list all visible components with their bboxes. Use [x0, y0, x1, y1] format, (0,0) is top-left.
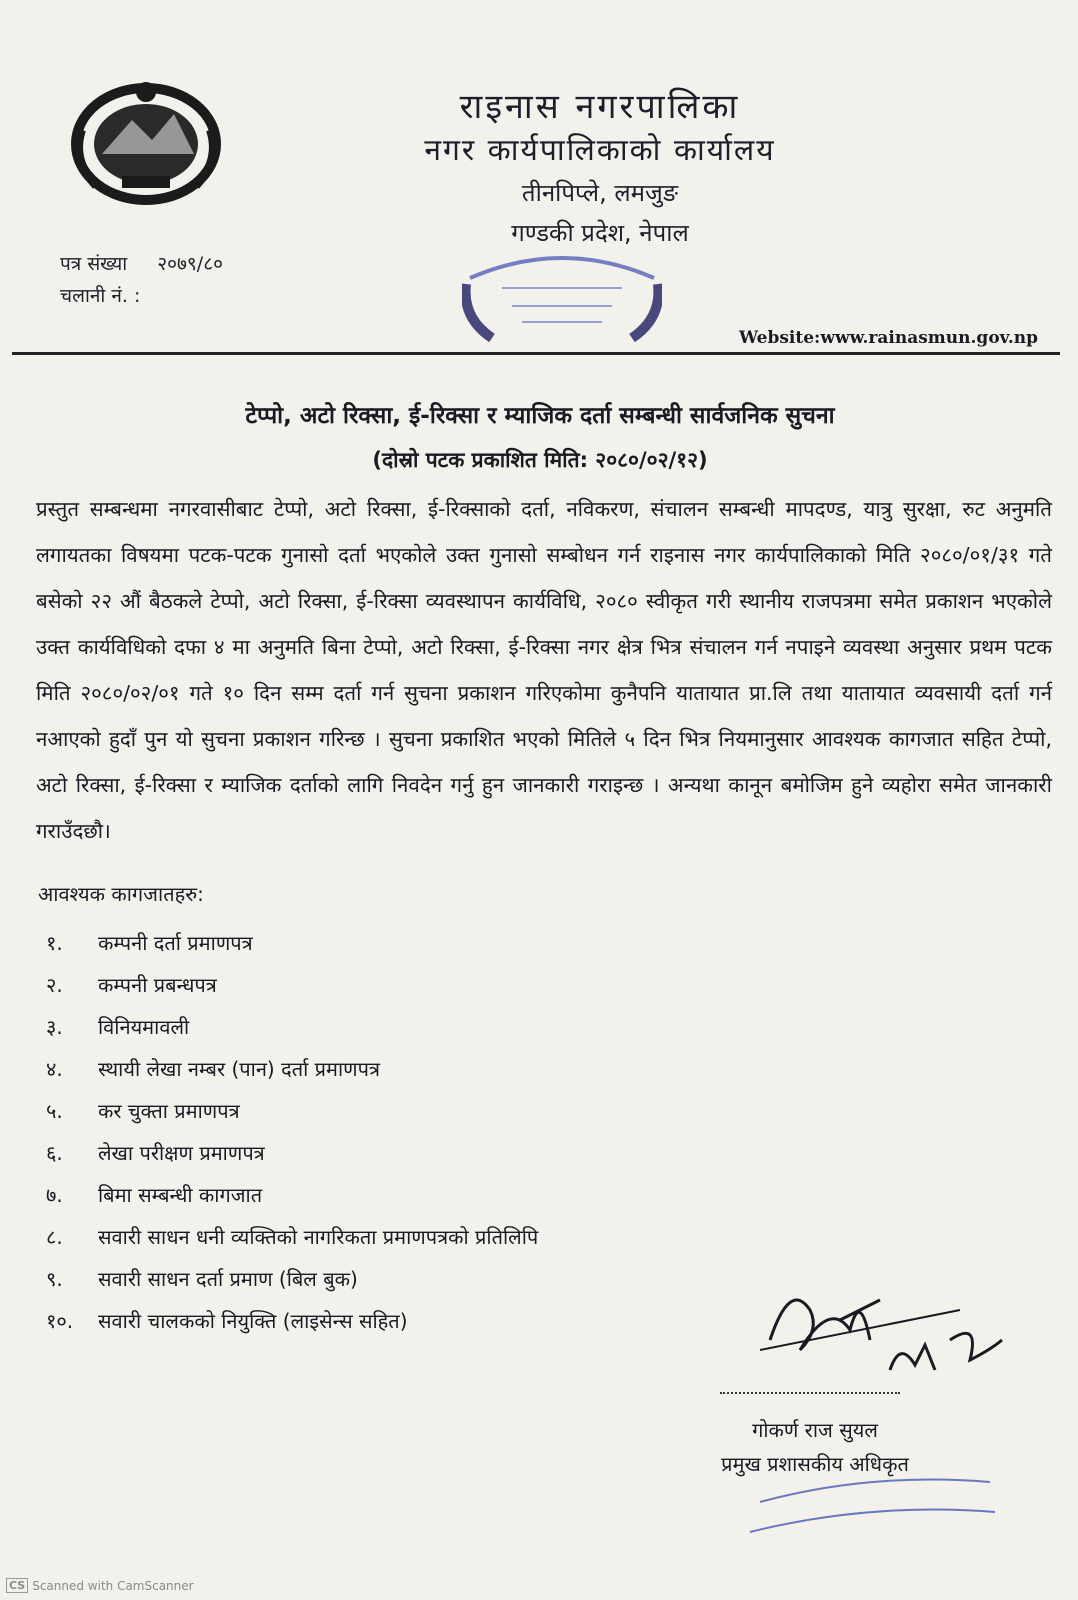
list-item: ३. विनियमावली: [46, 1015, 190, 1039]
website-link[interactable]: Website:www.rainasmun.gov.np: [738, 328, 1038, 348]
municipality-name: राइनास नगरपालिका: [459, 87, 741, 127]
office-name: नगर कार्यपालिकाको कार्यालय: [424, 133, 776, 168]
letter-number-value: २०७९/८०: [157, 253, 223, 275]
letter-number-label: पत्र संख्या: [60, 253, 128, 275]
dispatch-number-label: चलानी नं. :: [60, 285, 141, 307]
office-seal-stamp-icon: [462, 248, 662, 348]
signature-line: [720, 1392, 900, 1394]
list-item: १. कम्पनी दर्ता प्रमाणपत्र: [46, 931, 253, 955]
notice-title: टेप्पो, अटो रिक्सा, ई-रिक्सा र म्याजिक दर्ता सम्बन्धी सार्वजनिक सुचना: [245, 403, 835, 429]
signer-name: गोकर्ण राज सुयल: [752, 1418, 878, 1442]
list-item: २. कम्पनी प्रबन्धपत्र: [46, 973, 217, 997]
handwritten-signature-icon: [740, 1270, 1010, 1390]
notice-subtitle: (दोस्रो पटक प्रकाशित मिति: २०८०/०२/१२): [372, 448, 708, 472]
camscanner-logo-icon: CS: [6, 1578, 28, 1593]
requirements-list: [46, 922, 538, 1342]
signer-role: प्रमुख प्रशासकीय अधिकृत: [721, 1452, 909, 1476]
list-item: ९. सवारी साधन दर्ता प्रमाण (बिल बुक): [46, 1267, 358, 1291]
scanner-text: Scanned with CamScanner: [32, 1578, 194, 1593]
list-item: ८. सवारी साधन धनी व्यक्तिको नागरिकता प्रमाणपत्रको प्रतिलिपि: [46, 1225, 539, 1249]
list-item: ५. कर चुक्ता प्रमाणपत्र: [46, 1099, 240, 1123]
officer-stamp-icon: [740, 1462, 1000, 1542]
list-item: ७. बिमा सम्बन्धी कागजात: [46, 1183, 263, 1207]
letter-number: [60, 250, 223, 276]
header-divider: [12, 352, 1060, 355]
province-country: गण्डकी प्रदेश, नेपाल: [511, 219, 689, 247]
notice-body: प्रस्तुत सम्बन्धमा नगरवासीबाट टेप्पो, अटो रिक्सा, ई-रिक्साको दर्ता, नविकरण, संचालन सम्बन्धी मापदण्ड, यात्रु सुरक्षा, रुट अनुमति लगायतका विषयमा पटक-पटक गुनासो दर्ता भएकोले उक्त गुनासो सम्बोधन गर्न राइनास नगर कार्यपालिकाको मिति २०८०/०१/३१ गते बसेको २२ औं बैठकले टेप्पो, अटो रिक्सा, ई-रिक्सा व्यवस्थापन कार्यविधि, २०८० स्वीकृत गरी स्थानीय राजपत्रमा समेत प्रकाशन भएकोले उक्त कार्यविधिको दफा ४ मा अनुमति बिना टेप्पो, अटो रिक्सा, ई-रिक्सा नगर क्षेत्र भित्र संचालन गर्न नपाइने व्यवस्था अनुसार प्रथम पटक मिति २०८०/०२/०१ गते १० दिन सम्म दर्ता गर्न सुचना प्रकाशन गरिएकोमा कुनैपनि यातायात प्रा.लि तथा यातायात व्यवसायी दर्ता गर्न नआएको हुदाँ पुन यो सुचना प्रकाशन गरिन्छ । सुचना प्रकाशित भएको मितिले ५ दिन भित्र नियमानुसार आवश्यक कागजात सहित टेप्पो, अटो रिक्सा, ई-रिक्सा र म्याजिक दर्ताको लागि निवदेन गर्नु हुन जानकारी गराइन्छ । अन्यथा कानून बमोजिम हुने व्यहोरा समेत जानकारी गराउँदछौ।: [36, 497, 1052, 843]
list-item: ४. स्थायी लेखा नम्बर (पान) दर्ता प्रमाणपत्र: [46, 1057, 381, 1081]
scanner-watermark: [6, 1578, 194, 1593]
nepal-emblem-icon: [62, 70, 230, 210]
list-item: १०. सवारी चालकको नियुक्ति (लाइसेन्स सहित): [46, 1309, 408, 1333]
list-item: ६. लेखा परीक्षण प्रमाणपत्र: [46, 1141, 265, 1165]
office-location: तीनपिप्ले, लमजुङ: [521, 179, 679, 207]
requirements-title: आवश्यक कागजातहरु:: [38, 882, 204, 906]
